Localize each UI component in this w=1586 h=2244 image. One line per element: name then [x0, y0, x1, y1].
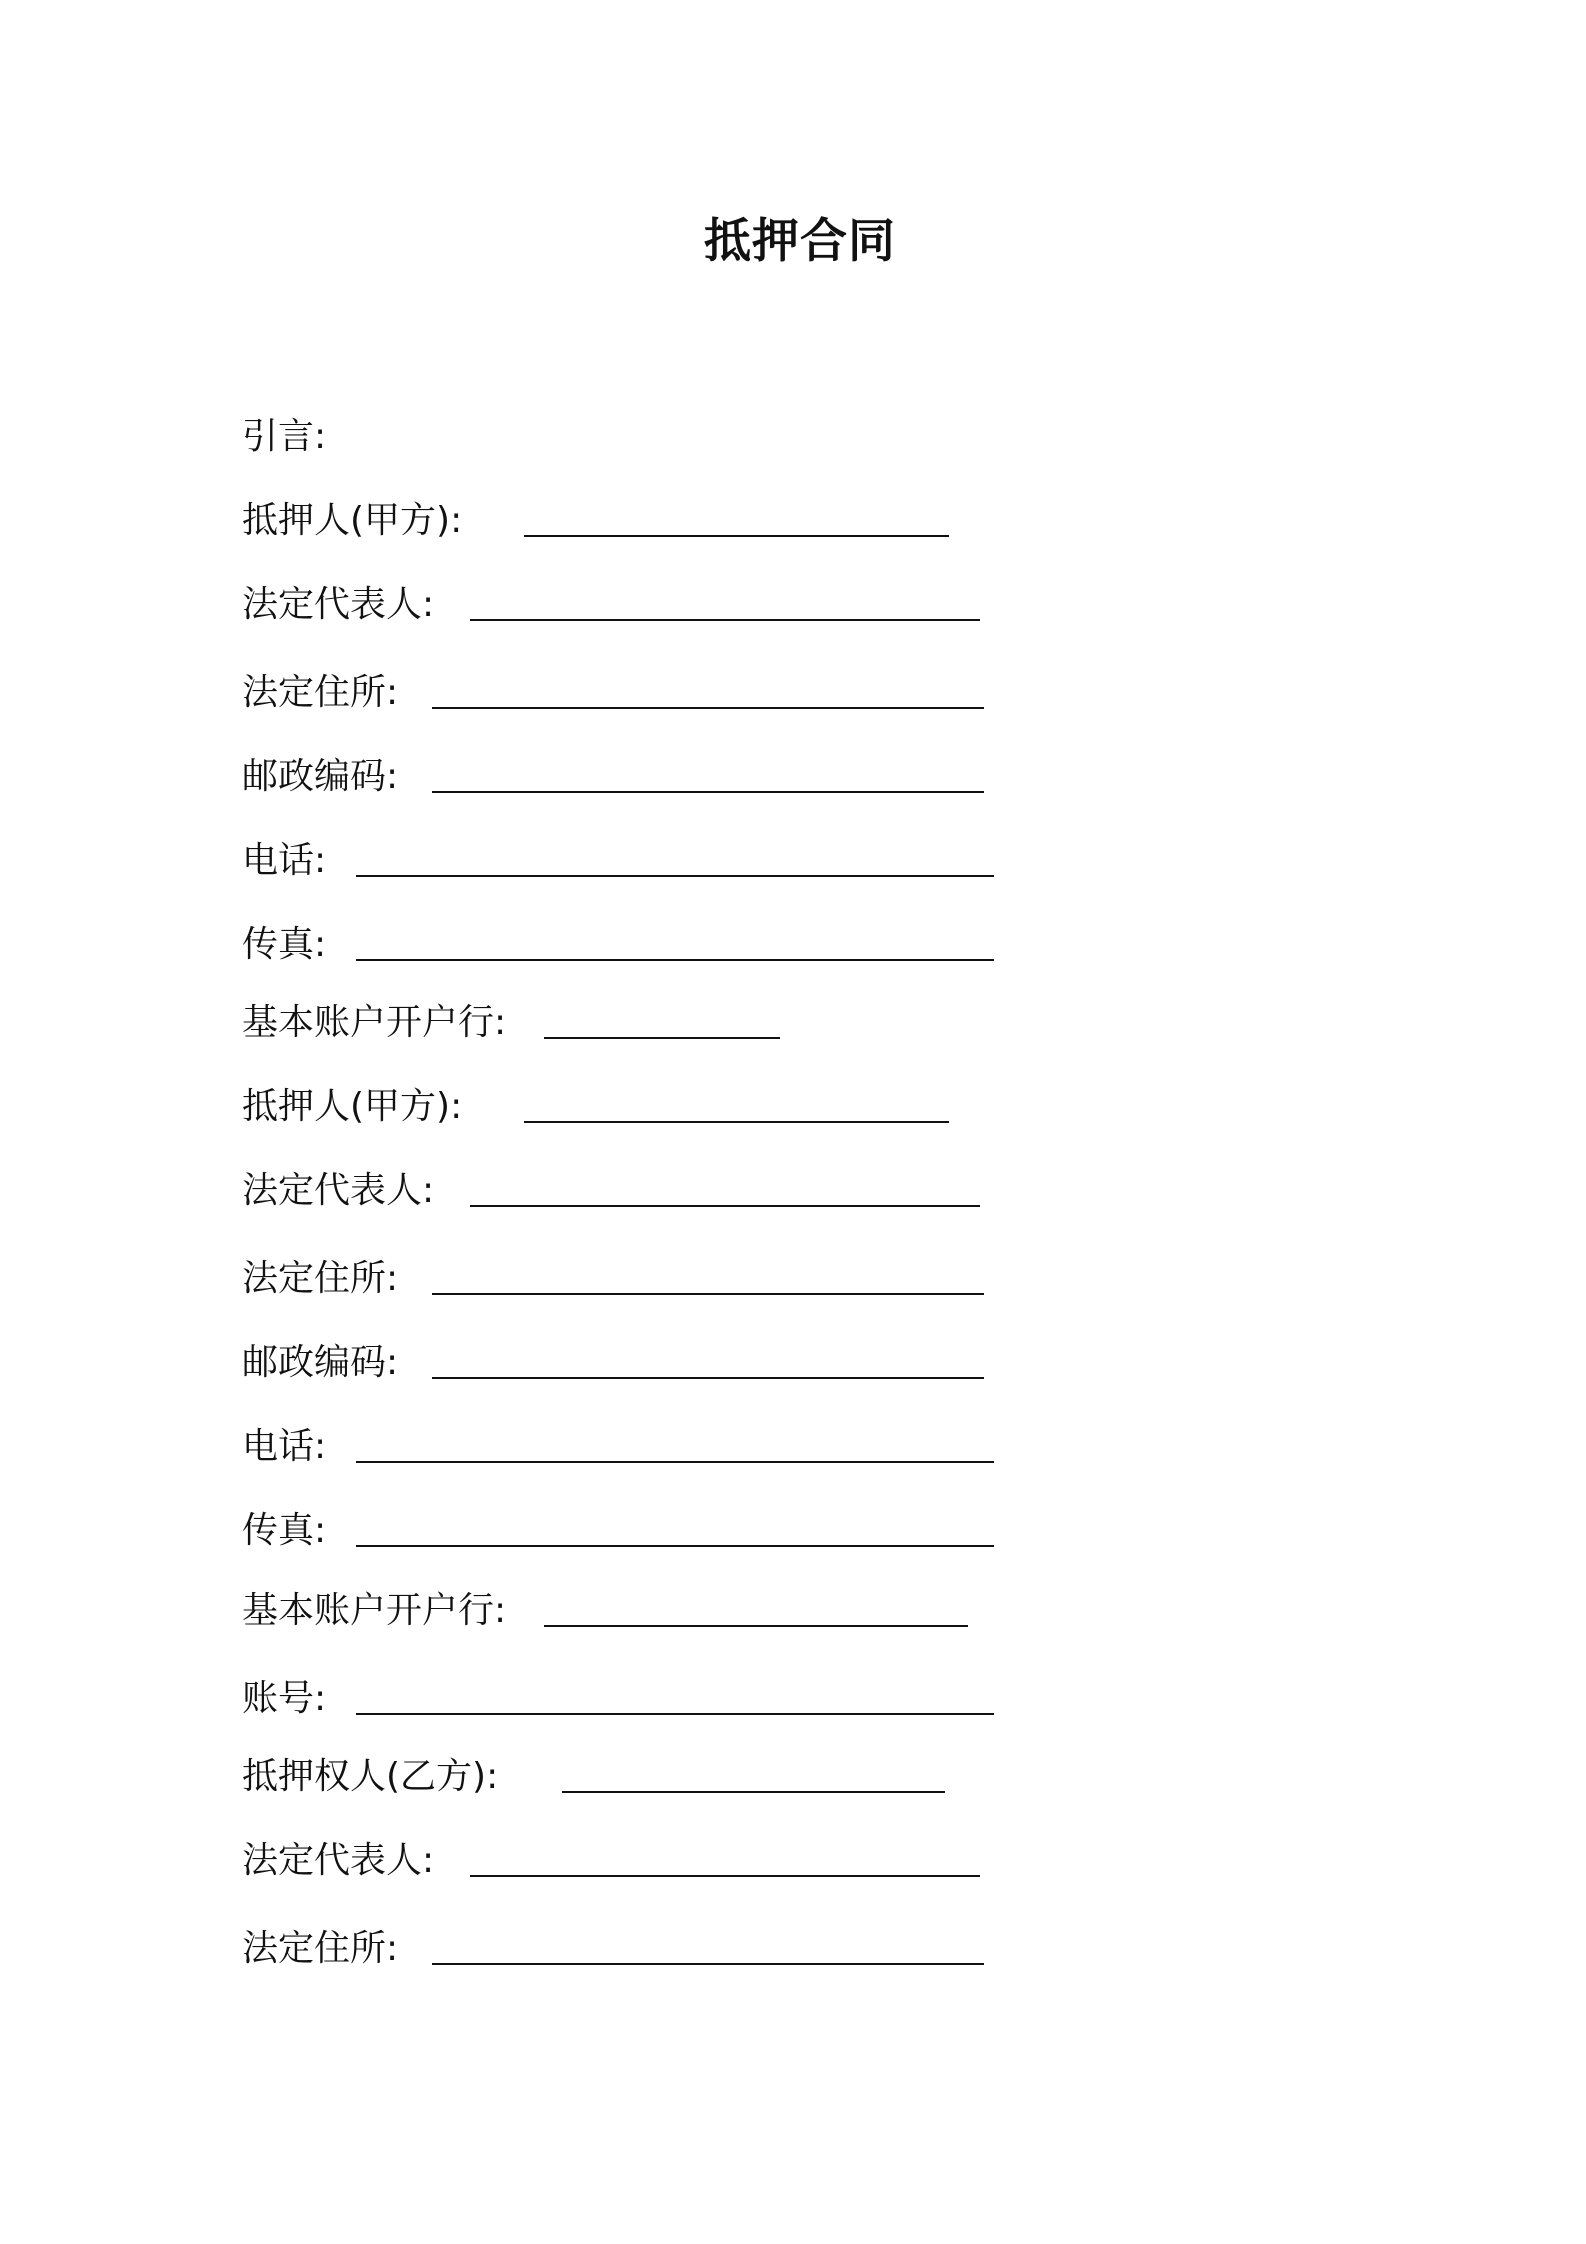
field-line — [242, 1254, 984, 1304]
field-line — [242, 1506, 994, 1556]
field-label: 抵押权人(乙方): — [242, 1756, 499, 1797]
field-label: 抵押人(甲方): — [242, 500, 463, 541]
intro-line — [242, 412, 326, 462]
fill-in-blank — [544, 1037, 780, 1039]
field-line — [242, 1836, 980, 1886]
field-label: 邮政编码: — [242, 1342, 399, 1383]
field-label: 法定代表人: — [242, 1170, 435, 1211]
field-label: 法定住所: — [242, 1258, 399, 1299]
fill-in-blank — [356, 1545, 994, 1547]
field-line — [242, 1674, 994, 1724]
field-line — [242, 1752, 945, 1802]
fill-in-blank — [356, 1713, 994, 1715]
field-label: 法定代表人: — [242, 584, 435, 625]
field-label: 基本账户开户行: — [242, 1590, 507, 1631]
fill-in-blank — [356, 1461, 994, 1463]
fill-in-blank — [562, 1791, 945, 1793]
fill-in-blank — [470, 619, 980, 621]
fill-in-blank — [524, 1121, 949, 1123]
field-line — [242, 752, 984, 802]
field-label: 法定代表人: — [242, 1840, 435, 1881]
field-label: 法定住所: — [242, 1928, 399, 1969]
field-line — [242, 668, 984, 718]
field-line — [242, 1924, 984, 1974]
field-line — [242, 1338, 984, 1388]
field-label: 账号: — [242, 1678, 327, 1719]
fill-in-blank — [356, 959, 994, 961]
field-line — [242, 580, 980, 630]
fill-in-blank — [470, 1205, 980, 1207]
field-line — [242, 496, 949, 546]
field-line — [242, 998, 780, 1048]
document-title: 抵押合同 — [704, 214, 896, 269]
fill-in-blank — [432, 791, 984, 793]
intro-label: 引言: — [242, 416, 327, 457]
field-label: 传真: — [242, 924, 327, 965]
field-line — [242, 836, 994, 886]
fill-in-blank — [356, 875, 994, 877]
field-label: 电话: — [242, 1426, 327, 1467]
field-line — [242, 1422, 994, 1472]
field-line — [242, 1166, 980, 1216]
field-line — [242, 920, 994, 970]
fill-in-blank — [432, 707, 984, 709]
field-line — [242, 1082, 949, 1132]
fill-in-blank — [432, 1293, 984, 1295]
fill-in-blank — [544, 1625, 968, 1627]
field-label: 邮政编码: — [242, 756, 399, 797]
fill-in-blank — [524, 535, 949, 537]
field-label: 法定住所: — [242, 672, 399, 713]
fill-in-blank — [470, 1875, 980, 1877]
fill-in-blank — [432, 1377, 984, 1379]
field-label: 基本账户开户行: — [242, 1002, 507, 1043]
field-line — [242, 1586, 968, 1636]
field-label: 抵押人(甲方): — [242, 1086, 463, 1127]
fill-in-blank — [432, 1963, 984, 1965]
field-label: 电话: — [242, 840, 327, 881]
field-label: 传真: — [242, 1510, 327, 1551]
